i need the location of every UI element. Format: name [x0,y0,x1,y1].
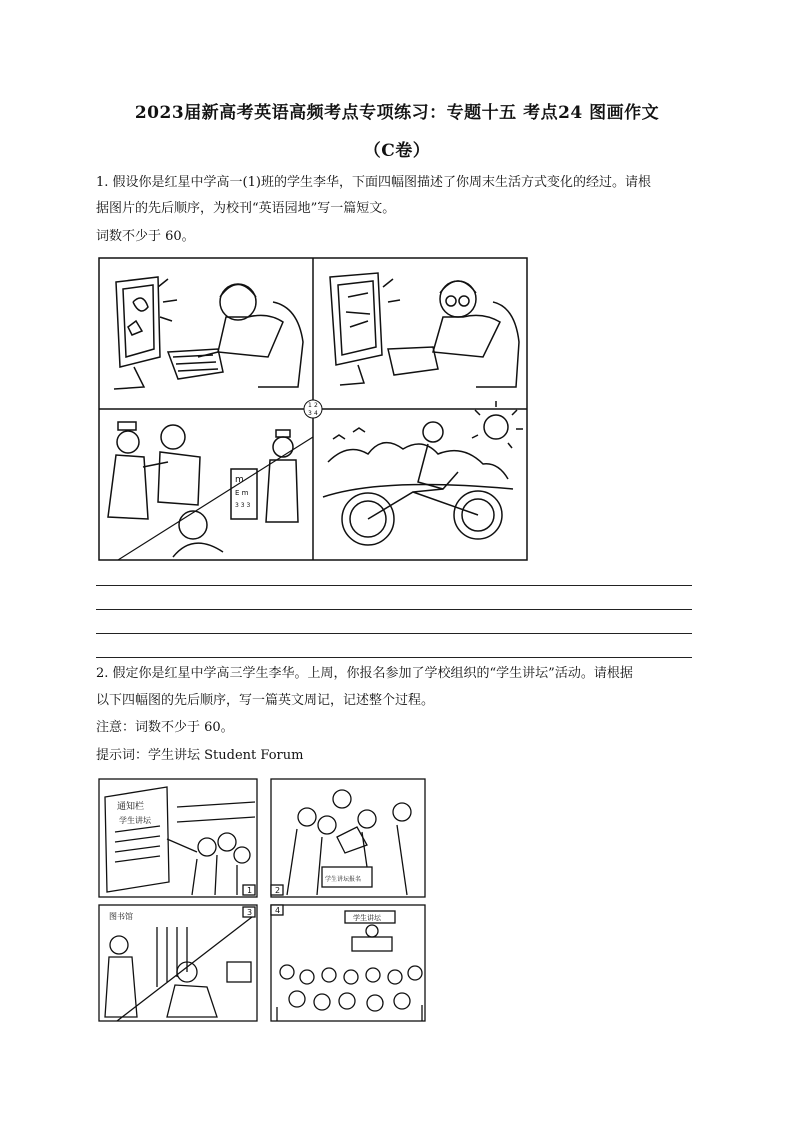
answer-line [96,585,692,586]
q1-word-count: 词数不少于 60。 [96,229,195,244]
q1-panel-number-2: 2 [314,402,318,409]
q2-panel-number-4: 4 [275,906,281,915]
q2-prompt-line1: 2. 假定你是红星中学高三学生李华。上周，你报名参加了学校组织的“学生讲坛”活动。请根据 [96,666,633,681]
q1-prompt-line2: 据图片的先后顺序，为校刊“英语园地”写一篇短文。 [96,201,396,216]
q2-panel-number-2: 2 [275,886,281,895]
page-title: 2023届新高考英语高频考点专项练习：专题十五 考点24 图画作文 [134,103,660,123]
answer-line [96,633,692,634]
q1-panel-number-4: 4 [314,410,318,417]
q2-note: 注意：词数不少于 60。 [96,720,234,735]
q2-stage-sign: 学生讲坛 [353,914,381,922]
q2-desk-sign: 学生讲坛报名 [325,876,362,883]
q1-prompt-line1: 1. 假设你是红星中学高一(1)班的学生李华，下面四幅图描述了你周末生活方式变化的经过。请根 [96,175,651,190]
svg-text:m: m [235,475,244,485]
q2-panel-number-1: 1 [247,886,253,895]
svg-text:3 3 3: 3 3 3 [235,502,251,509]
answer-line [96,657,692,658]
q2-sign-notice: 通知栏 [117,802,145,812]
q1-picture [98,257,528,561]
q1-panel-number-3: 3 [308,410,312,417]
answer-line [96,609,692,610]
q2-prompt-line2: 以下四幅图的先后顺序，写一篇英文周记，记述整个过程。 [96,693,435,708]
q2-sign-forum: 学生讲坛 [119,816,151,825]
svg-text:E m: E m [235,489,249,497]
q2-sign-library: 图书馆 [109,912,133,921]
q2-picture [97,777,427,1023]
page-subtitle: （C卷） [363,141,431,161]
q1-panel-number-1: 1 [308,402,312,409]
q2-panel-1 [99,779,257,897]
q2-panel-4 [271,905,425,1021]
q2-panel-number-3: 3 [247,908,253,917]
q2-hint: 提示词：学生讲坛 Student Forum [96,748,304,763]
q2-panel-3 [99,905,257,1021]
q2-panel-2 [271,779,425,897]
